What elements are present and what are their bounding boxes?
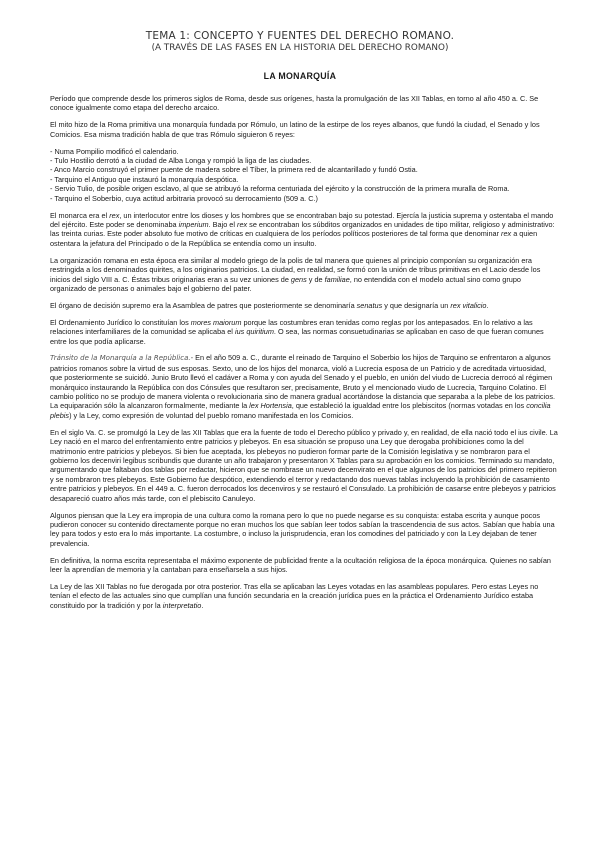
text-run: , que estableció la igualdad entre los plebiscitos (normas votadas en los <box>291 401 527 411</box>
document-title: TEMA 1: CONCEPTO Y FUENTES DEL DERECHO ROMANO. <box>145 30 455 42</box>
list-item-tarquino-soberbio: - Tarquino el Soberbio, cuya actitud arbitraria provocó su derrocamiento (509 a. C.) <box>50 193 318 203</box>
list-item-tarquino-antiguo: - Tarquino el Antiguo que instauró la monarquía despótica. <box>50 174 239 184</box>
term-senatus: senatus <box>356 300 383 310</box>
handwritten-label: Tránsito de la Monarquía a la República.- <box>50 354 194 363</box>
text-run: a quien ostentara la jefatura del Principado o de la República se entendía como un insulto. <box>50 229 538 248</box>
document-body <box>50 94 558 618</box>
paragraph-organo <box>50 301 558 310</box>
list-item-servio: - Servio Tulio, de posible origen esclavo, al que se atribuyó la reforma centuriada del ejército y la construcción de la primera muralla de Roma. <box>50 184 510 194</box>
paragraph-derogada <box>50 582 558 610</box>
text-run: se encontraban los súbditos organizados en unidades de tipo militar, religioso y administrativo: las treinta curias. Este poder absoluto fue motivo de críticas en cualquiera de los períodos políticos posteriores de tal forma que denominar <box>50 219 555 239</box>
text-run: porque las costumbres eran tenidas como reglas por los antepasados. En lo relativo a las relaciones interfamiliares de la comunidad se aplicaba el <box>50 317 533 337</box>
text-run: El Ordenamiento Jurídico lo constituían los <box>50 317 191 327</box>
text-run: y que designaría un <box>382 300 451 310</box>
paragraph-periodo: Período que comprende desde los primeros siglos de Roma, desde sus orígenes, hasta la promulgación de las XII Tablas, en torno al año 450 a. C. Se conoce igualmente como etapa del derecho arcaico. <box>50 94 539 113</box>
text-run: El monarca era el <box>50 210 110 220</box>
term-rex: rex <box>109 210 120 220</box>
text-run: . <box>201 600 204 610</box>
term-mores-maiorum: mores maiorum <box>190 317 242 327</box>
text-run: , no entendida con el modelo actual sino como grupo organizado de personas o animales bajo el gobierno del pater. <box>50 274 521 293</box>
text-run: y de <box>306 274 325 284</box>
term-concilia-plebis: concilia plebis <box>50 401 551 420</box>
section-heading: LA MONARQUÍA <box>263 71 337 81</box>
text-run: , un interlocutor entre los dioses y los hombres que se encontraban bajo su potestad. Ejercía la justicia suprema y ostentaba el mando del ejército. Este poder se denominaba <box>50 210 554 229</box>
term-rex: rex <box>237 219 248 229</box>
paragraph-definitiva: En definitiva, la norma escrita representaba el máximo exponente de publicidad frente a la ocultación religiosa de la época monárquica. Quienes no sabían leer la aprendían de memoria y la cantaban para enseñarsela a sus hijos. <box>50 555 551 575</box>
list-item-anco: - Anco Marcio construyó el primer puente de madera sobre el Tíber, la primera red de alcantarillado y fundó Ostia. <box>50 165 418 175</box>
list-item-tulo: - Tulo Hostilio derrotó a la ciudad de Alba Longa y rompió la liga de las ciudades. <box>50 156 312 166</box>
term-ius-quiritium: ius quiritium <box>234 327 274 337</box>
paragraph-ordenamiento <box>50 318 558 346</box>
text-run: La organización romana en esta época era similar al modelo griego de la polis de tal manera que quienes al principio componían su organización era restringida a los denominados quirites, a los originarios patricios. La ciudad, en realidad, se formó con la unión de tribus primitivas en el Lacio desde los inicios del siglo VIII a. C. Éstas tribus originarias eran a su vez uniones de <box>50 255 541 284</box>
text-run: . Bajo el <box>208 219 238 229</box>
paragraph-xii-tablas: En el siglo Va. C. se promulgó la Ley de las XII Tablas que era la fuente de todo el Derecho público y privado y, en realidad, de ella nació todo el ius civile. La Ley nació en el marco del enfrentamiento entre patricios y plebeyos. En esa situación se propuso una Ley que derogaba prohibiciones como la del matrimonio entre patricios y plebeyos. Si bien fue aceptada, los plebeyos no pudieron formar parte de la Comisión legislativa y se nombraron para el gobierno los decenviri legibus scribundis que durante un año trabajaron y presentaron X Tablas para su aprobación en los comicios. Terminado su mandato, argumentando que faltaban dos tablas por redactar, hicieron que se nombrase un nuevo decenvirato en el que algunos de los patricios del primero repitieron y se nombraron tres plebeyos. Este Gobierno fue despótico, extendiendo el terror y redactando dos nuevas tablas incluyendo la prohibición de casamiento entre patricios y plebeyos. En el 449 a. C. fueron derrocados los decenviros y se restauró el Consulado. La prohibición de casarse entre plebeyos y patricios desapareció cuatro años más tarde, con el plebiscito Canuleyo. <box>50 427 558 503</box>
term-familiae: familiae <box>324 274 350 284</box>
text-run: . O sea, las normas consuetudinarias se aplicaban en caso de que fueran comunes entre los que podía aplicarse. <box>50 327 544 346</box>
text-run: La Ley de las XII Tablas no fue derogada por otra posterior. Tras ella se aplicaban las Leyes votadas en las asambleas populares. Pero estas Leyes no tenían el efecto de las actuales sino que cumplían una función secundaria en la creación jurídica pues en la práctica el Ordenamiento Jurídico estaba constituido por la tradición y por la <box>50 581 539 610</box>
term-gens: gens <box>290 274 307 284</box>
text-run: . <box>486 300 489 310</box>
text-run: ) y la Ley, como expresión de voluntad del pueblo romano manifestada en los Comicios. <box>69 410 354 420</box>
paragraph-organizacion <box>50 256 558 294</box>
term-rex-vitalicio: rex vitalicio <box>450 300 487 310</box>
text-run: En el año 509 a. C., durante el reinado de Tarquino el Soberbio los hijos de Tarquino se enfrentaron a algunos patricios romanos sobre la virtud de sus esposas. Sexto, uno de los hijos del monarca, violó a Lucrecia esposa de un Patricio y de acreditada virtuosidad, que posteriormente se suicidó. Junio Bruto llevó el cadáver a Roma y con ayuda del Senado y el pueblo, en unión del viudo de Lucrecia derrocó al régimen monárquico instaurando la República con dos Cónsules que resultaron ser, precisamente, Bruto y el mencionado viudo de Lucrecia, Tarquino Colatino. El cambio político no se produjo de manera violenta o revolucionaria sino de manera gradual acortándose la distancia que separaba a la plebe de los patricios. La equiparación sólo la alcanzaron formalmente, mediante la <box>50 353 556 411</box>
list-item-numa: - Numa Pompilio modificó el calendario. <box>50 146 179 156</box>
paragraph-mito: El mito hizo de la Roma primitiva una monarquía fundada por Rómulo, un latino de la estirpe de los reyes albanos, que fundó la ciudad, el Senado y los Comicios. Esa misma tradición habla de que tras Rómulo siguieron 6 reyes: <box>50 120 540 139</box>
paragraph-transito <box>50 353 558 420</box>
text-run: El órgano de decisión supremo era la Asamblea de patres que posteriormente se denominaría <box>50 300 357 310</box>
paragraph-ley-impropia: Algunos piensan que la Ley era impropia de una cultura como la romana pero lo que no puede negarse es su conquista: estaba escrita y aunque pocos pudieron conocer su contenido directamente porque no eran muchos los que sabían leer todos sabían la trascendencia de sus actos. Sabían que había una ley para todos y esto era lo más importante. La costumbre, o incluso la jurisprudencia, eran los comodines del patriciado y con la Ley dejaban de tener prevalencia. <box>50 510 555 548</box>
term-interpretatio: interpretatio <box>162 600 202 610</box>
paragraph-monarca <box>50 211 558 249</box>
term-lex-hortensia: lex Hortensia <box>249 401 292 411</box>
document-subtitle: (A TRAVÉS DE LAS FASES EN LA HISTORIA DEL DERECHO ROMANO) <box>151 43 449 53</box>
term-imperium: imperium <box>178 219 209 229</box>
term-rex: rex <box>501 229 512 239</box>
